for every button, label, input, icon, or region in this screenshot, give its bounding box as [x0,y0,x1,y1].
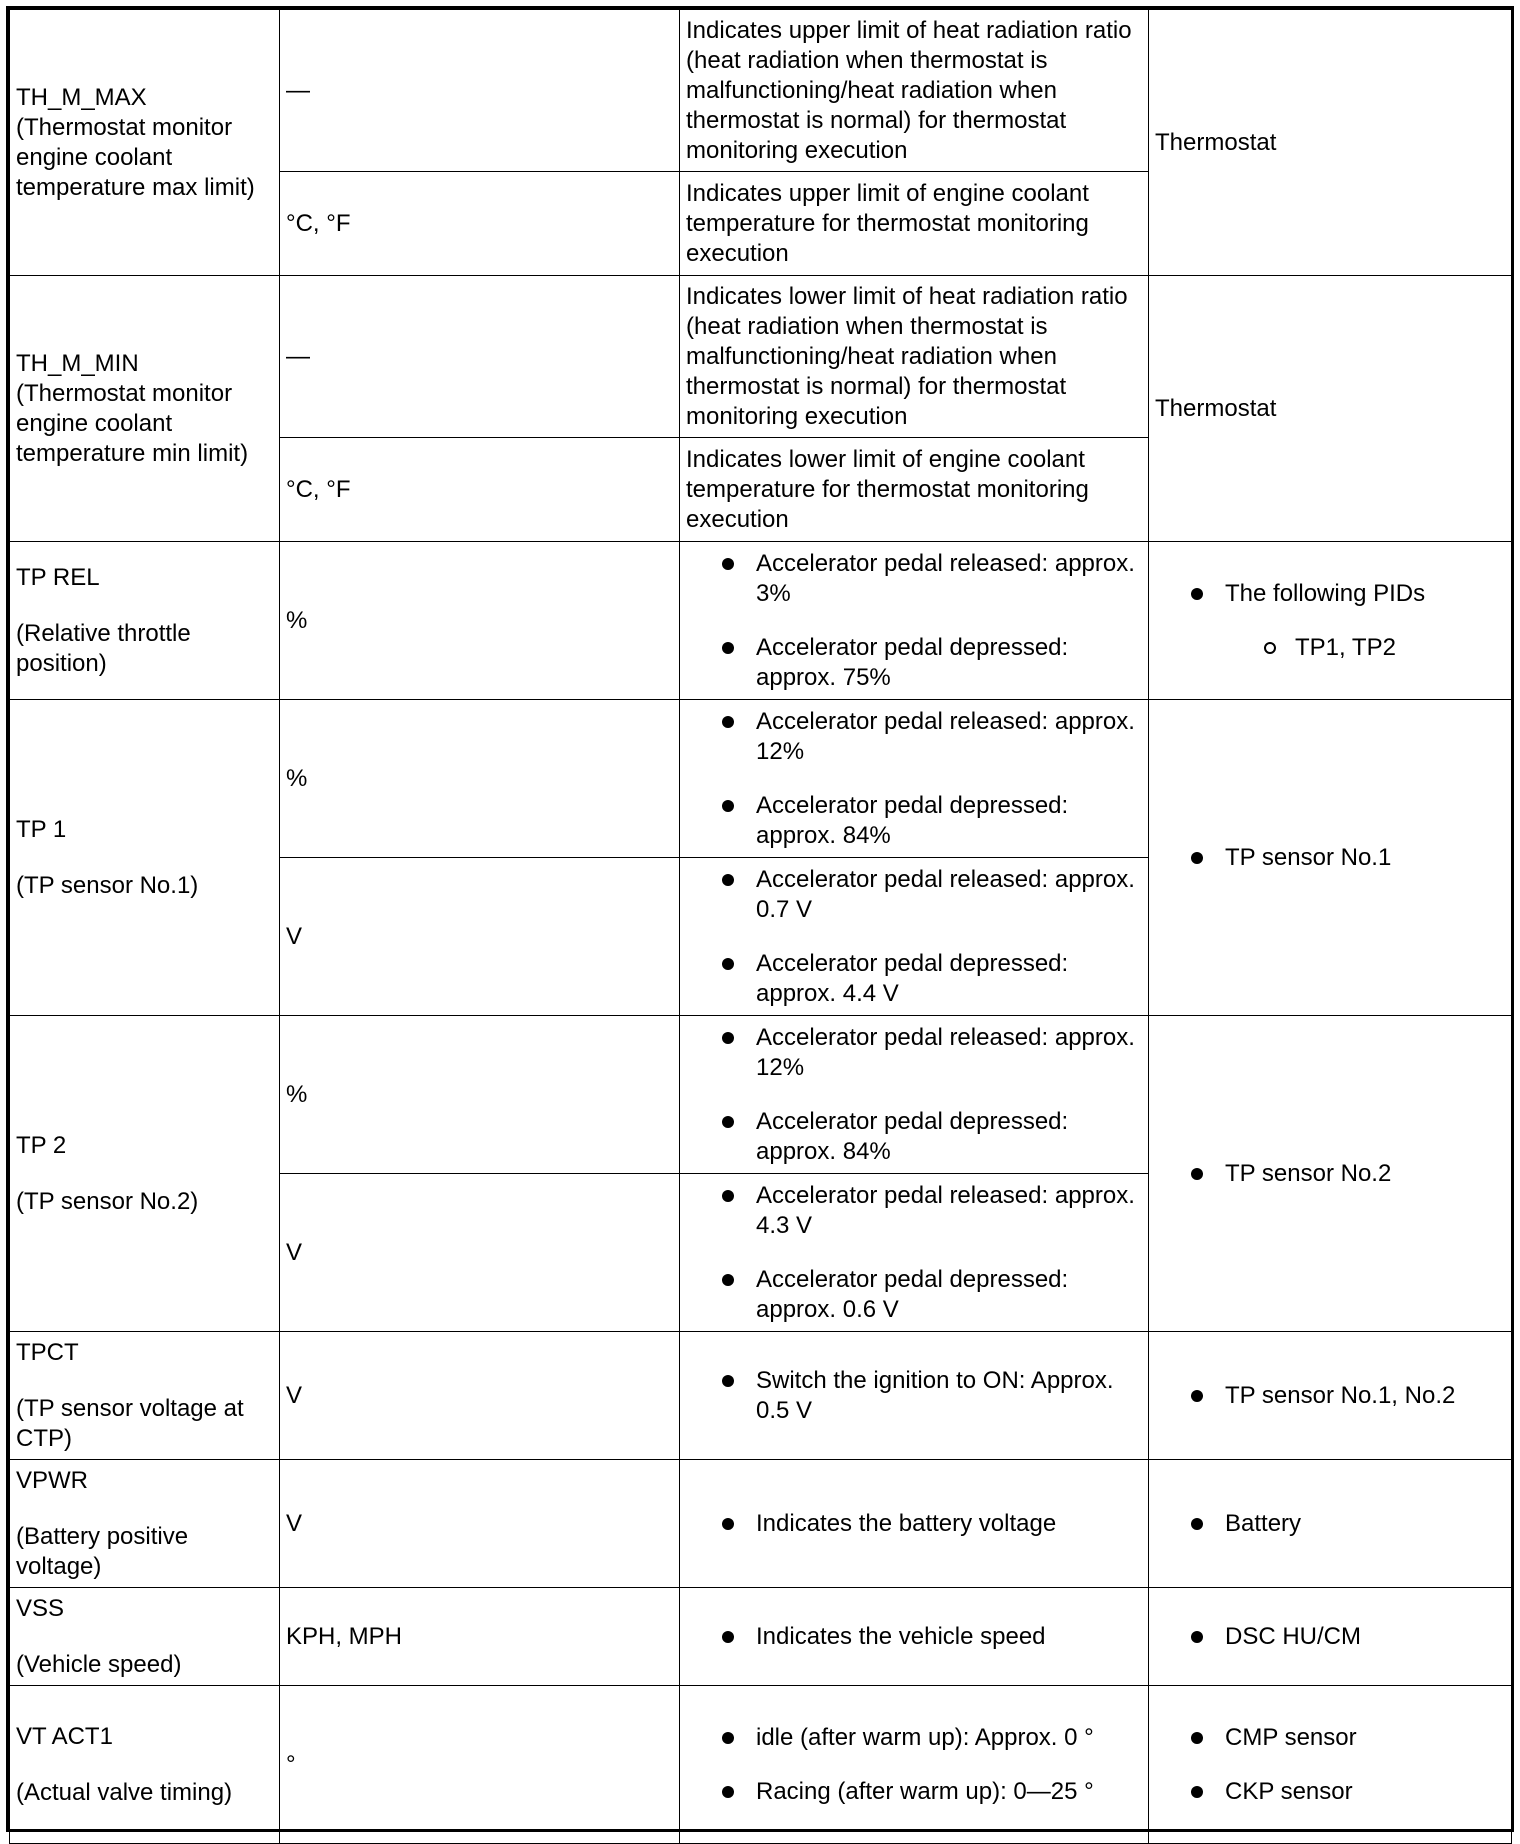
inspection-list [1155,843,1505,873]
list-item: Accelerator pedal released: approx. 0.7 V [756,865,1142,925]
table-row [10,542,1512,700]
condition-cell [680,700,1149,858]
pid-name: VPWR [16,1466,88,1494]
inspection-cell [1149,542,1512,700]
list-item: TP1, TP2 [1295,633,1505,663]
pid-name: TP 1 [16,815,67,843]
unit-cell: V [280,1460,680,1588]
pid-description: (Thermostat monitor engine coolant temperature min limit) [16,379,249,467]
inspection-cell [1149,1016,1512,1332]
table-row [10,10,1512,172]
list-item: Accelerator pedal depressed: approx. 75% [756,633,1142,693]
pid-name: TP 2 [16,1131,67,1159]
condition-cell [680,1174,1149,1332]
inspection-list [1155,1159,1505,1189]
list-item: DSC HU/CM [1225,1622,1505,1652]
condition-cell [680,1460,1149,1588]
list-item: Racing (after warm up): 0—25 ° [756,1777,1142,1807]
condition-cell [680,858,1149,1016]
condition-cell: Indicates lower limit of engine coolant temperature for thermostat monitoring execution [680,438,1149,542]
condition-list [686,1509,1142,1539]
pid-cell [10,1460,280,1588]
pid-cell [10,542,280,700]
inspection-list [1155,579,1505,663]
list-item: CKP sensor [1225,1777,1505,1807]
pid-name: TH_M_MAX [16,83,147,111]
condition-list [686,1023,1142,1167]
list-item: Battery [1225,1509,1505,1539]
pid-description: (TP sensor voltage at CTP) [16,1394,244,1452]
list-item: TP sensor No.2 [1225,1159,1505,1189]
condition-cell [680,1686,1149,1844]
list-item: Accelerator pedal released: approx. 12% [756,707,1142,767]
inspection-cell [1149,1332,1512,1460]
unit-cell: — [280,276,680,438]
table-row [10,1332,1512,1460]
inspection-sublist [1225,633,1505,663]
pid-description: (Actual valve timing) [16,1778,233,1806]
condition-list [686,865,1142,1009]
pid-cell [10,276,280,542]
pid-cell [10,1016,280,1332]
list-item: Accelerator pedal released: approx. 4.3 V [756,1181,1142,1241]
list-item: Switch the ignition to ON: Approx. 0.5 V [756,1366,1142,1426]
pid-name: TP REL [16,563,100,591]
table-row [10,1686,1512,1844]
inspection-cell: Thermostat [1149,10,1512,276]
pid-description: (Relative throttle position) [16,619,191,677]
pid-monitor-sheet [6,6,1514,1832]
pid-cell [10,10,280,276]
unit-cell: °C, °F [280,172,680,276]
pid-name: TPCT [16,1338,79,1366]
unit-cell: °C, °F [280,438,680,542]
condition-cell: Indicates upper limit of engine coolant temperature for thermostat monitoring execution [680,172,1149,276]
list-item: CMP sensor [1225,1723,1505,1753]
unit-cell: — [280,10,680,172]
inspection-list [1155,1509,1505,1539]
list-item: Accelerator pedal depressed: approx. 84% [756,1107,1142,1167]
condition-cell [680,1588,1149,1686]
condition-cell: Indicates lower limit of heat radiation ratio (heat radiation when thermostat is malfunctioning/heat radiation when thermostat is normal) for thermostat monitoring execution [680,276,1149,438]
inspection-list [1155,1723,1505,1807]
unit-cell: % [280,1016,680,1174]
list-item: Accelerator pedal depressed: approx. 84% [756,791,1142,851]
list-item: Indicates the vehicle speed [756,1622,1142,1652]
condition-cell [680,542,1149,700]
pid-name: VT ACT1 [16,1722,113,1750]
unit-cell: % [280,700,680,858]
inspection-list [1155,1381,1505,1411]
list-item: Accelerator pedal depressed: approx. 4.4 V [756,949,1142,1009]
pid-name: TH_M_MIN [16,349,139,377]
inspection-cell: Thermostat [1149,276,1512,542]
table-row [10,700,1512,858]
list-item [1225,579,1505,663]
pid-description: (TP sensor No.2) [16,1187,199,1215]
pid-description: (Thermostat monitor engine coolant temperature max limit) [16,113,255,201]
list-item: Accelerator pedal released: approx. 3% [756,549,1142,609]
condition-list [686,707,1142,851]
condition-list [686,1366,1142,1426]
condition-list [686,549,1142,693]
condition-cell [680,1016,1149,1174]
list-item: Accelerator pedal released: approx. 12% [756,1023,1142,1083]
list-item: Accelerator pedal depressed: approx. 0.6 V [756,1265,1142,1325]
unit-cell: KPH, MPH [280,1588,680,1686]
inspection-cell [1149,700,1512,1016]
pid-description: (Battery positive voltage) [16,1522,189,1580]
unit-cell: V [280,1174,680,1332]
inspection-item-label: The following PIDs [1225,579,1426,607]
inspection-list [1155,1622,1505,1652]
list-item: idle (after warm up): Approx. 0 ° [756,1723,1142,1753]
table-row [10,1016,1512,1174]
table-row [10,276,1512,438]
condition-list [686,1723,1142,1807]
pid-name: VSS [16,1594,65,1622]
inspection-cell [1149,1686,1512,1844]
inspection-cell [1149,1588,1512,1686]
condition-list [686,1622,1142,1652]
unit-cell: V [280,858,680,1016]
unit-cell: ° [280,1686,680,1844]
condition-cell [680,1332,1149,1460]
list-item: TP sensor No.1, No.2 [1225,1381,1505,1411]
unit-cell: V [280,1332,680,1460]
list-item: TP sensor No.1 [1225,843,1505,873]
unit-cell: % [280,542,680,700]
inspection-cell [1149,1460,1512,1588]
table-row [10,1588,1512,1686]
pid-description: (TP sensor No.1) [16,871,199,899]
pid-description: (Vehicle speed) [16,1650,182,1678]
table-row [10,1460,1512,1588]
pid-cell [10,1686,280,1844]
pid-cell [10,1588,280,1686]
condition-list [686,1181,1142,1325]
pid-monitor-table [9,9,1512,1844]
pid-cell [10,700,280,1016]
pid-cell [10,1332,280,1460]
list-item: Indicates the battery voltage [756,1509,1142,1539]
condition-cell: Indicates upper limit of heat radiation ratio (heat radiation when thermostat is malfunctioning/heat radiation when thermostat is normal) for thermostat monitoring execution [680,10,1149,172]
